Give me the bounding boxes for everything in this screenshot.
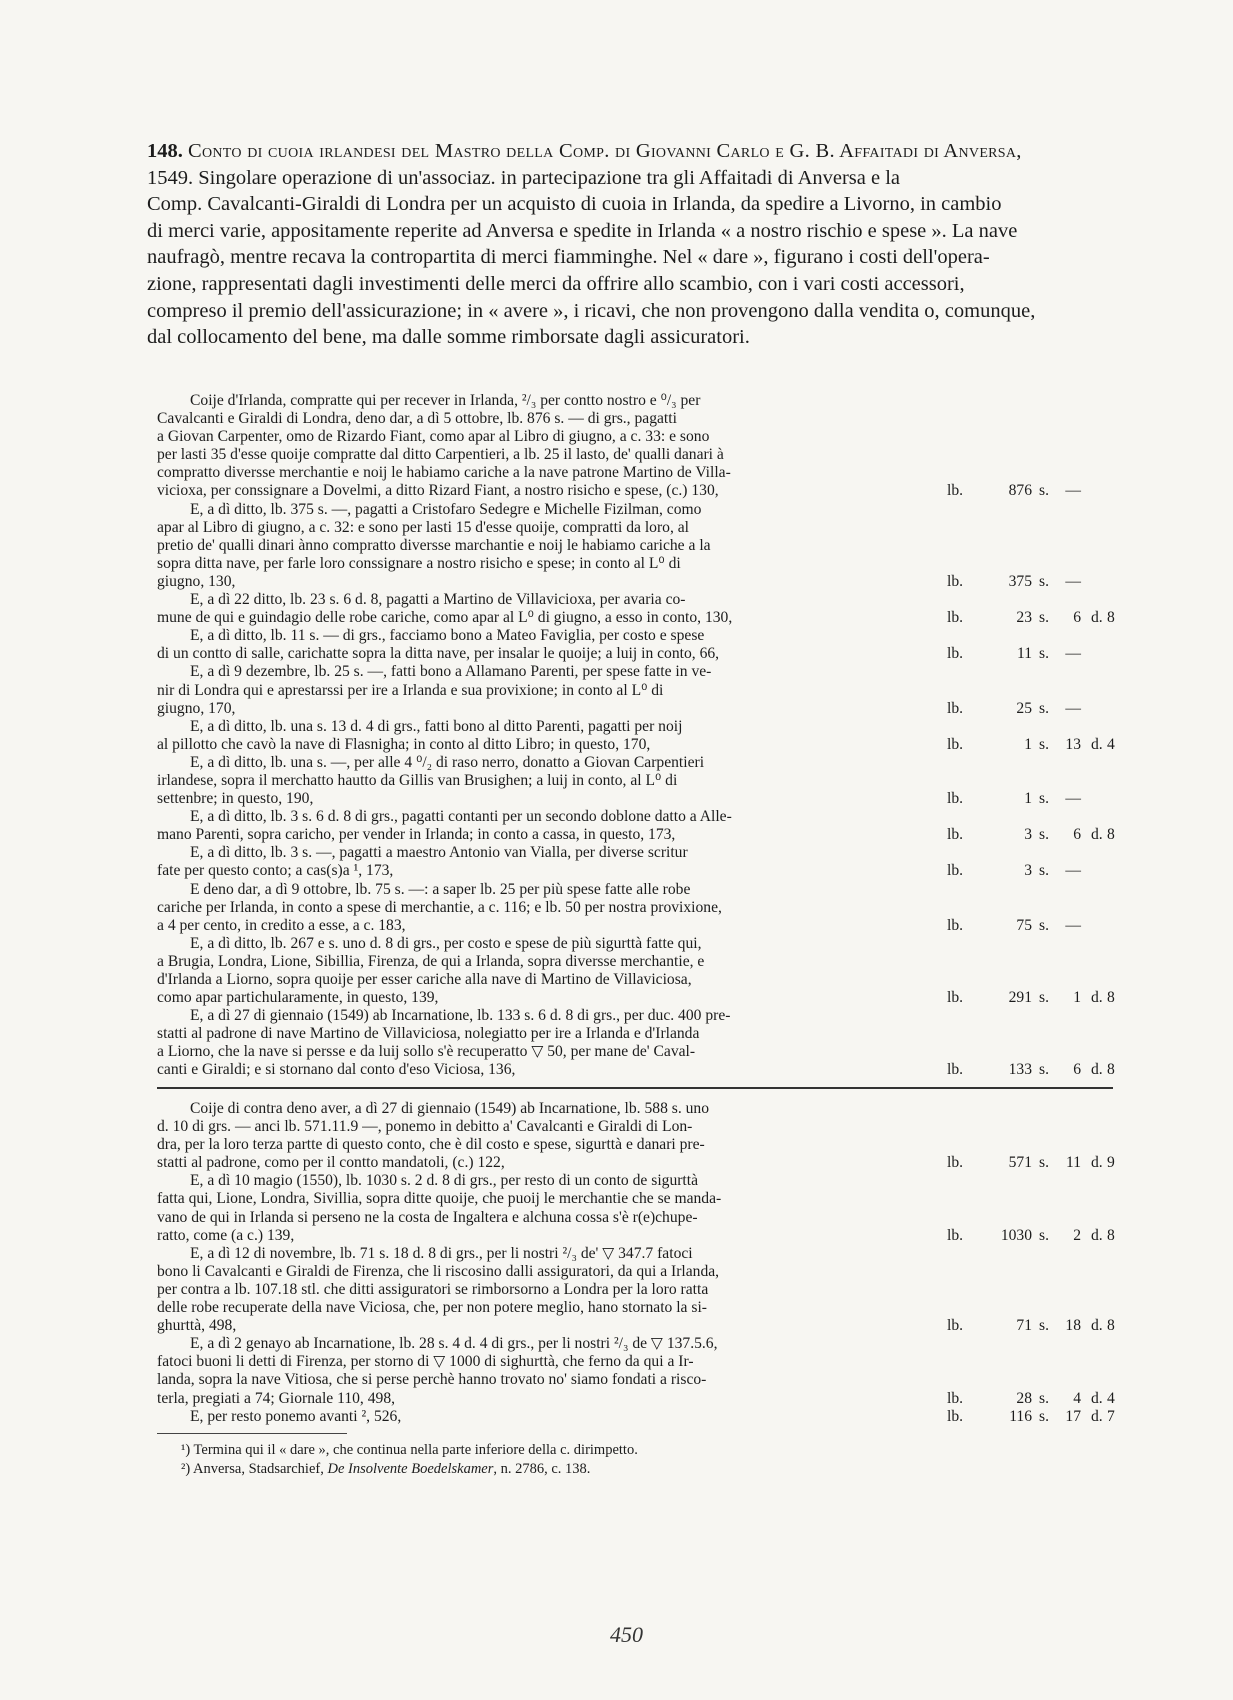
ledger-line <box>157 682 1117 700</box>
ledger-line-text: dra, per la loro terza partte di questo conto, che è dil costo e spese, sigurttà e danari pre- <box>157 1136 705 1154</box>
ledger-line-text: compratto diversse merchantie e noij le habiamo cariche a la nave patrone Martino de Villa- <box>157 464 731 482</box>
heading-line: Comp. Cavalcanti-Giraldi di Londra per un acquisto di cuoia in Irlanda, da spedire a Livorno, in cambio <box>147 193 1002 216</box>
amount-lb: lb. <box>947 989 964 1007</box>
ledger-line-text: E, a dì ditto, lb. 267 e s. uno d. 8 di grs., per costo e spese de più sigurttà fatte qui, <box>190 934 702 952</box>
amount-a3: 8 <box>1107 989 1115 1007</box>
amount-s: s. <box>1039 482 1049 500</box>
ledger-line <box>157 1335 1117 1353</box>
page-number: 450 <box>610 1622 643 1647</box>
ledger-line <box>157 700 1117 718</box>
ledger-line <box>157 1209 1117 1227</box>
amount-lb: lb. <box>947 826 964 844</box>
ledger-line-text: vicioxa, per conssignare a Dovelmi, a ditto Rizard Fiant, a nostro risicho e spese, (c.) 130, <box>157 482 719 500</box>
amount-a1: 11 <box>1016 645 1032 663</box>
amount-d: d. <box>1091 1317 1103 1335</box>
ledger-line-text: fatoci buoni li detti di Firenza, per storno di ▽ 1000 di sighurttà, che ferno da qui a Ir- <box>157 1353 694 1371</box>
ledger-line <box>157 1136 1117 1154</box>
amount-s: s. <box>1039 916 1049 934</box>
ledger-line-text: E, a dì ditto, lb. 3 s. 6 d. 8 di grs., pagatti contanti per un secondo doblone datto a Alle- <box>190 808 732 826</box>
ledger-line <box>157 464 1117 482</box>
ledger-line <box>157 663 1117 681</box>
amount-a1: 75 <box>1016 916 1032 934</box>
amount-a2: — <box>1065 699 1081 717</box>
amount-a3: 8 <box>1107 1226 1115 1244</box>
ledger-line <box>157 1190 1117 1208</box>
amount-a1: 133 <box>1008 1061 1032 1079</box>
amount-s: s. <box>1039 826 1049 844</box>
heading-line: dal collocamento del bene, ma dalle somme rimborsate dagli assicuratori. <box>147 326 750 349</box>
ledger-line <box>157 1100 1117 1118</box>
ledger-line <box>157 482 1117 500</box>
heading-line: zione, rappresentati dagli investimenti delle merci da offrire allo scambio, con i vari costi accessori, <box>147 272 965 295</box>
amount-lb: lb. <box>947 482 964 500</box>
amount-a1: 116 <box>1009 1407 1032 1425</box>
amount-a1: 3 <box>1024 862 1032 880</box>
footnote-divider <box>157 1433 347 1434</box>
ledger-line-text: di un contto di salle, carichatte sopra la ditta nave, per insalar le quoije; a luij in conto, 66, <box>157 645 720 663</box>
ledger-line-text: irlandese, sopra il merchatto hautto da Gillis van Brusighen; a luij in conto, al L⁰ di <box>157 771 678 789</box>
amount-a2: 1 <box>1073 989 1081 1007</box>
amount-a3: 8 <box>1107 1061 1115 1079</box>
amount-s: s. <box>1039 1061 1049 1079</box>
section-divider <box>157 1087 1113 1089</box>
amount-a1: 876 <box>1008 482 1032 500</box>
amount-s: s. <box>1039 1407 1049 1425</box>
ledger-line-text: E, a dì 12 di novembre, lb. 71 s. 18 d. 8 di grs., per li nostri ²/₃ de' ▽ 347.7 fatoci <box>190 1244 693 1262</box>
ledger-line <box>157 1172 1117 1190</box>
ledger-line <box>157 1299 1117 1317</box>
amount-lb: lb. <box>947 1407 964 1425</box>
footnote-2-suffix: , n. 2786, c. 138. <box>493 1461 591 1477</box>
ledger-line-text: ratto, come (a c.) 139, <box>157 1226 295 1244</box>
ledger-line <box>157 1317 1117 1335</box>
ledger-line-text: E, a dì 9 dezembre, lb. 25 s. —, fatti bono a Allamano Parenti, per spese fatte in ve- <box>190 663 712 681</box>
ledger-line-text: E, a dì 27 di giennaio (1549) ab Incarnatione, lb. 133 s. 6 d. 8 di grs., per duc. 400 pre- <box>190 1007 731 1025</box>
ledger-line <box>157 935 1117 953</box>
ledger-line-text: E, a dì 10 magio (1550), lb. 1030 s. 2 d. 8 di grs., per resto di un conto de sigurttà <box>190 1172 699 1190</box>
ledger-line-text: Coije di contra deno aver, a dì 27 di giennaio (1549) ab Incarnatione, lb. 588 s. uno <box>190 1100 710 1117</box>
amount-s: s. <box>1039 1226 1049 1244</box>
ledger-line <box>157 971 1117 989</box>
ledger-line-text: Coije d'Irlanda, compratte qui per recever in Irlanda, ²/₃ per contto nostro e ⁰/₃ per <box>190 392 701 409</box>
ledger-line <box>157 537 1117 555</box>
ledger-line-text: terla, pregiati a 74; Giornale 110, 498, <box>157 1389 396 1407</box>
ledger-line <box>157 899 1117 917</box>
footnote-2-prefix: ²) Anversa, Stadsarchief, <box>181 1461 328 1477</box>
amount-d: d. <box>1091 1407 1103 1425</box>
heading-line-1 <box>147 138 1087 191</box>
ledger-line <box>157 1154 1117 1172</box>
ledger-line <box>157 1007 1117 1025</box>
heading-line: di merci varie, appositamente reperite ad Anversa e spedite in Irlanda « a nostro rischio e spese ». La nave <box>147 219 1018 242</box>
ledger-line-text: a Brugia, Londra, Lione, Sibillia, Firenza, de qui a Irlanda, sopra diversse merchantie, e <box>157 952 705 970</box>
ledger-line-text: sopra ditta nave, per farle loro conssignare a nostro risicho e spese; in conto al L⁰ di <box>157 554 681 572</box>
ledger-line <box>157 989 1117 1007</box>
ledger-line-text: d'Irlanda a Liorno, sopra quoije per esser cariche alla nave di Martino de Villaviciosa, <box>157 971 692 988</box>
amount-a2: 17 <box>1065 1407 1081 1425</box>
amount-a1: 25 <box>1016 699 1032 717</box>
amount-a2: 13 <box>1065 735 1081 753</box>
amount-lb: lb. <box>947 1154 964 1172</box>
ledger-line-text: landa, sopra la nave Vitiosa, che si perse perchè hanno trovato no' siamo fondati a risco- <box>157 1371 707 1389</box>
ledger-line-text: bono li Cavalcanti e Giraldi de Firenza, che li riscosino dalli assiguratori, da qui a Irlanda, <box>157 1262 720 1280</box>
amount-a2: — <box>1065 916 1081 934</box>
ledger-line <box>157 1353 1117 1371</box>
ledger-line <box>157 1043 1117 1061</box>
footnote-2 <box>181 1460 590 1478</box>
ledger-line <box>157 718 1117 736</box>
entry-heading <box>147 138 1087 351</box>
ledger-line <box>157 772 1117 790</box>
ledger-line-text: a 4 per cento, in credito a esse, a c. 183, <box>157 916 406 934</box>
amount-lb: lb. <box>947 1389 964 1407</box>
ledger-line-text: fatta qui, Lione, Londra, Sivillia, sopra ditte quoije, che puoij le merchantie che se manda- <box>157 1190 722 1208</box>
entry-title: Conto di cuoia irlandesi del Mastro della Comp. di Giovanni Carlo e G. B. Affaitadi di Anversa, <box>188 140 1022 162</box>
amount-s: s. <box>1039 989 1049 1007</box>
ledger-line <box>157 1025 1117 1043</box>
ledger-line <box>157 790 1117 808</box>
ledger-line-text: E, a dì 22 ditto, lb. 23 s. 6 d. 8, pagatti a Martino de Villavicioxa, per avaria co- <box>190 591 686 609</box>
ledger-line <box>157 1281 1117 1299</box>
amount-a2: 6 <box>1073 1061 1081 1079</box>
amount-lb: lb. <box>947 699 964 717</box>
amount-a1: 1030 <box>1000 1226 1032 1244</box>
ledger-line <box>157 1408 1117 1426</box>
amount-a3: 8 <box>1107 826 1115 844</box>
ledger-line <box>157 1263 1117 1281</box>
amount-s: s. <box>1039 735 1049 753</box>
amount-lb: lb. <box>947 572 964 590</box>
ledger-line <box>157 627 1117 645</box>
ledger-line-text: canti e Giraldi; e si stornano dal conto d'eso Viciosa, 136, <box>157 1061 516 1079</box>
ledger-line <box>157 754 1117 772</box>
ledger-line-text: a Giovan Carpenter, omo de Rizardo Fiant, como apar al Libro di giugno, a c. 33: e sono <box>157 428 710 446</box>
ledger-line-text: delle robe recuperate della nave Viciosa, che, per non potere meglio, hano stornato la si- <box>157 1299 707 1317</box>
amount-a2: 11 <box>1065 1154 1081 1172</box>
amount-a3: 7 <box>1107 1407 1115 1425</box>
amount-a2: — <box>1065 482 1081 500</box>
amount-a3: 4 <box>1107 1389 1115 1407</box>
ledger-line-text: giugno, 130, <box>157 572 236 590</box>
amount-s: s. <box>1039 645 1049 663</box>
ledger-line <box>157 917 1117 935</box>
ledger-line <box>157 1371 1117 1389</box>
ledger-line-text: como apar partichularamente, in questo, 139, <box>157 989 439 1007</box>
amount-s: s. <box>1039 609 1049 627</box>
amount-lb: lb. <box>947 1061 964 1079</box>
amount-d: d. <box>1091 826 1103 844</box>
ledger-line-text: E, a dì ditto, lb. 3 s. —, pagatti a maestro Antonio van Vialla, per diverse scritur <box>190 844 688 862</box>
ledger-line-text: E, a dì 2 genayo ab Incarnatione, lb. 28 s. 4 d. 4 di grs., per li nostri ²/₃ de ▽ 137.5.6, <box>190 1335 718 1353</box>
ledger-line-text: statti al padrone di nave Martino de Villaviciosa, nolegiatto per ire a Irlanda e d'Irlanda <box>157 1025 700 1043</box>
amount-a2: 18 <box>1065 1317 1081 1335</box>
amount-a1: 3 <box>1024 826 1032 844</box>
amount-a2: — <box>1065 862 1081 880</box>
avere-section <box>157 1100 1117 1426</box>
ledger-line <box>157 1390 1117 1408</box>
ledger-line <box>157 519 1117 537</box>
amount-lb: lb. <box>947 609 964 627</box>
ledger-line-text: mano Parenti, sopra caricho, per vender in Irlanda; in conto a cassa, in questo, 173, <box>157 826 676 844</box>
heading-line: 1549. Singolare operazione di un'associaz. in partecipazione tra gli Affaitadi di Anversa e la <box>147 166 901 189</box>
amount-d: d. <box>1091 1154 1103 1172</box>
ledger-line-text: settenbre; in questo, 190, <box>157 790 314 808</box>
ledger-line <box>157 428 1117 446</box>
amount-d: d. <box>1091 735 1103 753</box>
ledger-line <box>157 808 1117 826</box>
amount-s: s. <box>1039 862 1049 880</box>
ledger-line <box>157 826 1117 844</box>
amount-lb: lb. <box>947 645 964 663</box>
ledger-line <box>157 591 1117 609</box>
ledger-line <box>157 736 1117 754</box>
amount-a1: 71 <box>1016 1317 1032 1335</box>
ledger-line-text: ghurttà, 498, <box>157 1317 237 1335</box>
amount-lb: lb. <box>947 1317 964 1335</box>
ledger-line <box>157 1227 1117 1245</box>
amount-s: s. <box>1039 790 1049 808</box>
amount-a2: 6 <box>1073 826 1081 844</box>
ledger-line-text: apar al Libro di giugno, a c. 32: e sono per lasti 15 d'esse quoije, compratti da loro, al <box>157 518 689 536</box>
heading-description <box>147 191 1087 351</box>
amount-s: s. <box>1039 572 1049 590</box>
amount-a2: — <box>1065 645 1081 663</box>
heading-line: naufragò, mentre recava la contropartita di merci fiamminghe. Nel « dare », figurano i costi dell'opera- <box>147 246 990 269</box>
ledger-line <box>157 645 1117 663</box>
ledger-line-text: al pillotto che cavò la nave di Flasnigha; in conto al ditto Libro; in questo, 170, <box>157 735 651 753</box>
ledger-line-text: per lasti 35 d'esse quoije compratte dal ditto Carpentieri, a lb. 25 il lasto, de' qualli danari à <box>157 446 724 464</box>
ledger-line <box>157 501 1117 519</box>
amount-a2: 4 <box>1073 1389 1081 1407</box>
ledger-line <box>157 953 1117 971</box>
ledger-line-text: E, a dì ditto, lb. una s. —, per alle 4 ⁰/₂ di raso nerro, donatto a Giovan Carpentieri <box>190 753 705 771</box>
amount-a1: 1 <box>1024 790 1032 808</box>
ledger-line <box>157 555 1117 573</box>
ledger-line-text: d. 10 di grs. — anci lb. 571.11.9 —, ponemo in debitto a' Cavalcanti e Giraldi di Lon- <box>157 1118 693 1136</box>
ledger-line-text: E, per resto ponemo avanti ², 526, <box>190 1407 402 1425</box>
amount-d: d. <box>1091 1389 1103 1407</box>
amount-s: s. <box>1039 1389 1049 1407</box>
dare-section <box>157 392 1117 1080</box>
ledger-line <box>157 410 1117 428</box>
amount-a1: 28 <box>1016 1389 1032 1407</box>
ledger-line-text: mune de qui e guindagio delle robe cariche, como apar al L⁰ di giugno, a esso in conto, 130, <box>157 609 733 627</box>
amount-a2: — <box>1065 572 1081 590</box>
ledger-line-text: E, a dì ditto, lb. 375 s. —, pagatti a Cristofaro Sedegre e Michelle Fizilman, como <box>190 500 702 518</box>
amount-lb: lb. <box>947 862 964 880</box>
amount-lb: lb. <box>947 916 964 934</box>
amount-s: s. <box>1039 1154 1049 1172</box>
ledger-line <box>157 446 1117 464</box>
ledger-line-text: nir di Londra qui e aprestarssi per ire a Irlanda e sua provixione; in conto al L⁰ di <box>157 681 664 699</box>
amount-d: d. <box>1091 989 1103 1007</box>
amount-a3: 8 <box>1107 1317 1115 1335</box>
amount-d: d. <box>1091 609 1103 627</box>
ledger-line-text: giugno, 170, <box>157 699 236 717</box>
amount-d: d. <box>1091 1061 1103 1079</box>
amount-lb: lb. <box>947 1226 964 1244</box>
amount-lb: lb. <box>947 790 964 808</box>
amount-a3: 8 <box>1107 609 1115 627</box>
footnote-1: ¹) Termina qui il « dare », che continua nella parte inferiore della c. dirimpetto. <box>181 1442 638 1458</box>
ledger-line-text: cariche per Irlanda, in conto a spese di merchantie, a c. 116; e lb. 50 per nostra provixione, <box>157 898 722 916</box>
ledger-line <box>157 1118 1117 1136</box>
ledger-line <box>157 573 1117 591</box>
ledger-line-text: E deno dar, a dì 9 ottobre, lb. 75 s. —: a saper lb. 25 per più spese fatte alle robe <box>190 880 691 898</box>
amount-a1: 375 <box>1008 572 1032 590</box>
amount-a2: 2 <box>1073 1226 1081 1244</box>
ledger-line-text: E, a dì ditto, lb. 11 s. — di grs., facciamo bono a Mateo Faviglia, per costo e spese <box>190 627 705 645</box>
ledger-line <box>157 392 1117 410</box>
ledger-line-text: pretio de' qualli dinari ànno compratto diversse marchantie e noij le habiamo cariche a la <box>157 536 711 554</box>
amount-s: s. <box>1039 1317 1049 1335</box>
ledger-line-text: E, a dì ditto, lb. una s. 13 d. 4 di grs., fatti bono al ditto Parenti, pagatti per noij <box>190 717 683 735</box>
entry-number: 148. <box>147 140 183 162</box>
ledger-line <box>157 1245 1117 1263</box>
ledger-line-text: fate per questo conto; a cas(s)a ¹, 173, <box>157 862 394 880</box>
amount-a3: 4 <box>1107 735 1115 753</box>
amount-a2: 6 <box>1073 609 1081 627</box>
ledger-line-text: statti al padrone, como per il contto mandatoli, (c.) 122, <box>157 1154 505 1172</box>
ledger-line <box>157 862 1117 880</box>
heading-line: compreso il premio dell'assicurazione; in « avere », i ricavi, che non provengono dalla vendita o, comunque, <box>147 299 1036 322</box>
ledger-line <box>157 844 1117 862</box>
ledger-line <box>157 609 1117 627</box>
amount-a1: 1 <box>1024 735 1032 753</box>
amount-a1: 291 <box>1008 989 1032 1007</box>
ledger-line-text: per contra a lb. 107.18 stl. che ditti assiguratori se rimborsorno a Londra per la loro ratta <box>157 1280 709 1298</box>
amount-a1: 23 <box>1016 609 1032 627</box>
ledger-line-text: Cavalcanti e Giraldi di Londra, deno dar, a dì 5 ottobre, lb. 876 s. — di grs., pagatti <box>157 410 677 428</box>
amount-a2: — <box>1065 790 1081 808</box>
amount-s: s. <box>1039 699 1049 717</box>
ledger-line <box>157 881 1117 899</box>
amount-a3: 9 <box>1107 1154 1115 1172</box>
footnote-2-title: De Insolvente Boedelskamer <box>327 1461 494 1477</box>
amount-d: d. <box>1091 1226 1103 1244</box>
ledger-line <box>157 1061 1117 1079</box>
amount-lb: lb. <box>947 735 964 753</box>
amount-a1: 571 <box>1008 1154 1032 1172</box>
ledger-line-text: a Liorno, che la nave si persse e da luij sollo s'è recuperatto ▽ 50, per mane de' Caval- <box>157 1043 696 1061</box>
ledger-line-text: vano de qui in Irlanda si perseno ne la costa de Ingaltera e alchuna cossa s'è r(e)chupe- <box>157 1208 698 1226</box>
